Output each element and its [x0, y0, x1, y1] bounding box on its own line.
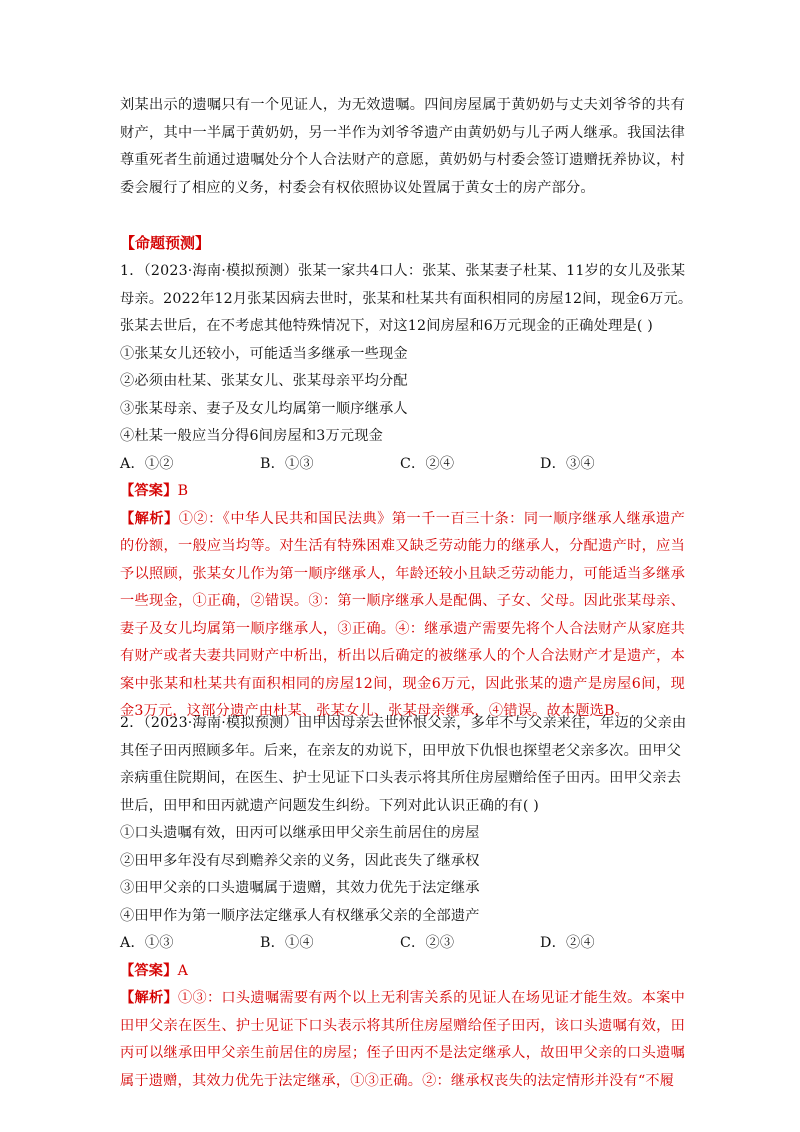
question-2: [120, 710, 685, 1095]
intro-paragraph: 刘某出示的遗嘱只有一个见证人，为无效遗嘱。四间房屋属于黄奶奶与丈夫刘爷爷的共有财产，其中一半属于黄奶奶，另一半作为刘爷爷遗产由黄奶奶与儿子两人继承。我国法律尊重死者生前通过遗嘱处分个人合法财产的意愿，黄奶奶与村委会签订遗赠抚养协议，村委会履行了相应的义务，村委会有权依照协议处置属于黄女士的房产部分。: [120, 97, 685, 196]
option-c: C．②③: [400, 935, 455, 951]
statement-item: ④田甲作为第一顺序法定继承人有权继承父亲的全部遗产: [120, 907, 480, 924]
statement-item: ③张某母亲、妻子及女儿均属第一顺序继承人: [120, 400, 408, 417]
question-stem-line: 张某去世后，在不考虑其他特殊情况下，对这12间房屋和6万元现金的正确处理是( ): [120, 318, 654, 334]
question-stem-line: 亲病重住院期间，在医生、护士见证下口头表示将其所住房屋赠给侄子田丙。田甲父亲去: [120, 770, 682, 786]
question-stem-line: 2．（2023·海南·模拟预测）田甲因母亲去世怀恨父亲，多年不与父亲来往，年迈的父亲由: [120, 715, 687, 731]
option-row: [120, 930, 685, 958]
answer-line: [120, 478, 685, 506]
option-a: A．①③: [120, 935, 174, 951]
question-1: [120, 258, 693, 726]
statement-item: ②田甲多年没有尽到赡养父亲的义务，因此丧失了继承权: [120, 852, 480, 869]
option-d: D．②④: [540, 935, 595, 951]
option-b: B．①④: [260, 935, 314, 951]
answer-line: [120, 958, 685, 986]
analysis-tag: 【解析】: [120, 510, 179, 527]
statement-item: ①口头遗嘱有效，田丙可以继承田甲父亲生前居住的房屋: [120, 825, 480, 841]
analysis-paragraph: [120, 506, 685, 726]
option-d: D．③④: [540, 455, 595, 472]
option-b: B．①③: [260, 455, 314, 472]
statement-item: ①张某女儿还较小，可能适当多继承一些现金: [120, 345, 408, 362]
question-stem-line: 1．（2023·海南·模拟预测）张某一家共4口人：张某、张某妻子杜某、11岁的女儿及张某: [120, 263, 686, 279]
analysis-tag: 【解析】: [120, 990, 178, 1006]
statement-item: ④杜某一般应当分得6间房屋和3万元现金: [120, 428, 384, 444]
analysis-paragraph: [120, 985, 685, 1095]
option-row: [120, 451, 685, 479]
analysis-text: ①③：口头遗嘱需要有两个以上无利害关系的见证人在场见证才能生效。本案中田甲父亲在医生、护士见证下口头表示将其所住房屋赠给侄子田丙，该口头遗嘱有效，田丙可以继承田甲父亲生前居住的房屋；侄子田丙不是法定继承人，故田甲父亲的口头遗嘱属于遗赠，其效力优先于法定继承，①③正确。②：继承权丧失的法定情形并没有“不履: [120, 990, 685, 1089]
analysis-text: ①②：《中华人民共和国民法典》第一千一百三十条：同一顺序继承人继承遗产的份额，一般应当均等。对生活有特殊困难又缺乏劳动能力的继承人，分配遗产时，应当予以照顾，张某女儿作为第一顺序继承人，年龄还较小且缺乏劳动能力，可能适当多继承一些现金，①正确，②错误。③：第一顺序继承人是配偶、子女、父母。因此张某母亲、妻子及女儿均属第一顺序继承人，③正确。④：继承遗产需要先将个人合法财产从家庭共有财产或者夫妻共同财产中析出，析出以后确定的被继承人的个人合法财产才是遗产，本案中张某和杜某共有面积相同的房屋12间，现金6万元，因此张某的遗产是房屋6间，现金3万元，这部分遗产由杜某、张某女儿、张某母亲继承，④错误。故本题选B。: [120, 510, 685, 719]
answer-tag: 【答案】: [120, 483, 178, 499]
statement-item: ③田甲父亲的口头遗嘱属于遗赠，其效力优先于法定继承: [120, 880, 480, 896]
section-title: 【命题预测】: [120, 234, 211, 252]
answer-value: A: [177, 962, 189, 979]
answer-tag: 【答案】: [120, 962, 178, 979]
option-c: C．②④: [400, 455, 455, 472]
statement-item: ②必须由杜某、张某女儿、张某母亲平均分配: [120, 373, 408, 389]
question-stem-line: 其侄子田丙照顾多年。后来，在亲友的劝说下，田甲放下仇恨也探望老父亲多次。田甲父: [120, 742, 682, 759]
answer-value: B: [177, 483, 189, 499]
question-stem-line: 世后，田甲和田丙就遗产问题发生纠纷。下列对此认识正确的有( ): [120, 797, 540, 814]
option-a: A．①②: [120, 455, 174, 472]
question-stem-line: 母亲。2022年12月张某因病去世时，张某和杜某共有面积相同的房屋12间，现金6万元。: [120, 290, 693, 307]
